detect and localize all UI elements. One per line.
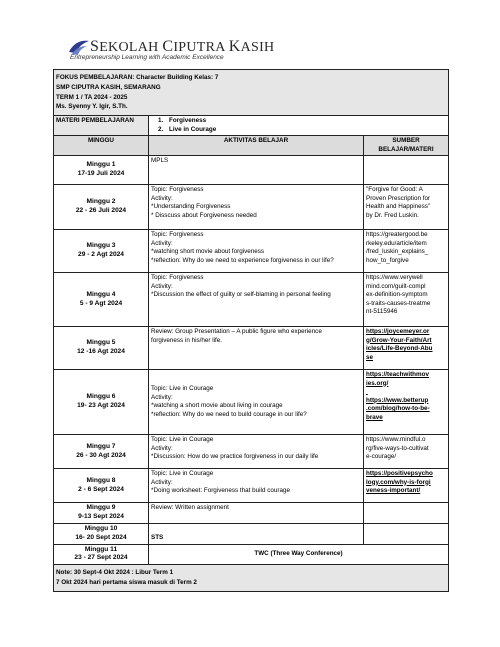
week-label: Minggu 2	[86, 198, 116, 206]
source-link-line[interactable]: e-courage/	[366, 453, 397, 460]
source-link-line[interactable]: rkeley.edu/article/item	[366, 239, 427, 247]
activity-line: Activity:	[151, 239, 173, 247]
week-row	[54, 185, 449, 230]
source-cell[interactable]	[364, 327, 449, 370]
week-cell	[54, 327, 149, 370]
activity-line: *Doing worksheet: Forgiveness that build courage	[151, 487, 290, 494]
week-date: 23 - 27 Sept 2024	[74, 554, 128, 562]
activity-cell	[149, 435, 364, 469]
source-link-line[interactable]: "Forgive for Good: A	[366, 186, 423, 193]
week-row	[54, 273, 449, 327]
week-row	[54, 327, 449, 370]
materi-label: MATERI PEMBELAJARAN	[54, 116, 149, 136]
activity-line: Activity:	[151, 444, 173, 452]
week-row	[54, 469, 449, 503]
note-line: 7 Okt 2024 hari pertama siswa masuk di Term 2	[56, 579, 197, 587]
activity-line: Activity:	[151, 282, 173, 290]
week-row	[54, 503, 449, 524]
activity-line: forgiveness in his/her life.	[151, 336, 223, 344]
activity-cell	[149, 185, 364, 230]
source-link-line[interactable]: by Dr. Fred Luskin.	[366, 211, 419, 219]
focus-line: FOKUS PEMBELAJARAN: Character Building Kelas: 7	[56, 74, 219, 81]
activity-line: *reflection: Why do we need to experience forgiveness in our life?	[151, 256, 334, 264]
week-date: 29 - 2 Agt 2024	[78, 251, 124, 258]
source-cell[interactable]	[364, 230, 449, 273]
week-label: Minggu 1	[86, 161, 116, 169]
activity-cell	[149, 230, 364, 273]
activity-line: Topic: Live in Courage	[151, 385, 214, 392]
week-date: 16- 20 Sept 2024	[75, 533, 127, 541]
activity-line: *Discussion the effect of guilty or self-blaming in personal feeling	[151, 291, 331, 298]
source-link-line[interactable]: nt-5115946	[366, 308, 398, 315]
school-logo	[68, 38, 275, 64]
activity-cell	[149, 544, 449, 565]
activity-line: Topic: Forgiveness	[151, 186, 204, 193]
week-label: Minggu 9	[86, 504, 116, 511]
source-link-line[interactable]: ex-definition-symptom	[366, 291, 428, 298]
week-cell	[54, 523, 149, 544]
week-row	[54, 230, 449, 273]
week-date: 22 - 26 Juli 2024	[75, 207, 127, 214]
activity-cell	[149, 523, 364, 544]
col-sumber: SUMBER BELAJAR/MATERI	[364, 136, 449, 156]
header-info-row	[54, 70, 449, 116]
source-cell[interactable]	[364, 435, 449, 469]
week-row	[54, 544, 449, 565]
source-link-line[interactable]: icles/Life-Beyond-Abu	[366, 345, 433, 352]
activity-cell	[149, 156, 364, 185]
source-link-line[interactable]: /fred_luskin_explains_	[366, 248, 429, 255]
source-link-line[interactable]	[366, 388, 446, 397]
activity-line: *watching a short movie about living in courage	[151, 402, 283, 409]
activity-line: *watching short movie about forgiveness	[151, 248, 265, 255]
week-label: Minggu 11	[84, 545, 118, 553]
activity-line: Topic: Live in Courage	[151, 436, 214, 443]
source-link-line[interactable]: g/Grow-Your-Faith/Art	[366, 336, 432, 344]
materi-list	[151, 117, 446, 134]
col-aktivitas: AKTIVITAS BELAJAR	[149, 136, 364, 156]
materi-item: 1. Forgiveness	[165, 117, 446, 126]
week-label: Minggu 10	[84, 524, 118, 532]
week-label: Minggu 7	[86, 442, 116, 450]
source-link-line[interactable]: brave	[366, 413, 383, 421]
activity-line: Topic: Forgiveness	[151, 231, 204, 238]
col-minggu: MINGGU	[54, 136, 149, 156]
week-date: 17-19 Juli 2024	[77, 170, 125, 177]
week-cell	[54, 435, 149, 469]
week-row	[54, 523, 449, 544]
activity-cell	[149, 469, 364, 503]
week-label: Minggu 5	[86, 339, 116, 347]
activity-cell	[149, 503, 364, 524]
activity-line: STS	[151, 534, 164, 542]
week-label: Minggu 3	[86, 242, 116, 250]
week-date: 9-13 Sept 2024	[78, 512, 124, 520]
source-link-line[interactable]: veness-important/	[366, 487, 421, 494]
source-link-line[interactable]: https://greatergood.be	[366, 231, 428, 238]
activity-line: Activity:	[151, 478, 173, 486]
source-link-line[interactable]: Proven Prescription for	[366, 194, 431, 202]
activity-line: Review: Written assignment	[151, 504, 229, 511]
activity-line: Activity:	[151, 393, 173, 401]
source-cell[interactable]	[364, 185, 449, 230]
source-link-line[interactable]: s-traits-causes-treatme	[366, 299, 431, 307]
source-link-line[interactable]: how_to_forgive	[366, 256, 409, 264]
activity-line: Activity:	[151, 194, 173, 202]
activity-cell	[149, 327, 364, 370]
source-link-line[interactable]: rg/five-ways-to-cultivat	[366, 444, 429, 452]
week-label: Minggu 4	[86, 290, 116, 298]
source-cell[interactable]	[364, 370, 449, 435]
note-row	[54, 565, 449, 592]
week-date: 2 - 6 Sept 2024	[78, 485, 124, 493]
materi-row	[54, 116, 449, 136]
source-link-line[interactable]: Health and Happiness"	[366, 203, 431, 210]
week-label: Minggu 6	[86, 393, 116, 401]
source-cell[interactable]	[364, 273, 449, 327]
materi-item: 2. Live in Courage	[165, 126, 446, 135]
week-cell	[54, 370, 149, 435]
source-link-line[interactable]: https://www.mindful.o	[366, 436, 426, 443]
source-link-line[interactable]: .com/blog/how-to-be-	[366, 405, 430, 412]
source-cell	[364, 523, 449, 544]
week-date: 12 -16 Agt 2024	[77, 348, 125, 355]
week-cell	[54, 230, 149, 273]
activity-line: *reflection: Why do we need to build courage in our life?	[151, 410, 307, 418]
source-link-line[interactable]: https://positivepsycho	[366, 470, 433, 477]
activity-line: * Disscuss about Forgiveness needed	[151, 211, 257, 219]
week-cell	[54, 185, 149, 230]
source-link-line[interactable]: se	[366, 353, 374, 361]
week-cell	[54, 273, 149, 327]
activity-line: Topic: Live in Courage	[151, 470, 214, 477]
term-line: TERM 1 / TA 2024 - 2025	[56, 93, 128, 101]
note-line: Note: 30 Sept-4 Okt 2024 : Libur Term 1	[56, 569, 174, 577]
activity-line: *Discussion: How do we practice forgiveness in our daily life	[151, 453, 319, 460]
activity-cell	[149, 370, 364, 435]
activity-line: Topic: Forgiveness	[151, 274, 204, 281]
activity-line: Review: Group Presentation – A public figure who experience	[151, 328, 322, 335]
teacher-line: Ms. Syenny Y. Igir, S.Th.	[56, 103, 128, 111]
week-cell	[54, 544, 149, 565]
week-date: 19- 23 Agt 2024	[77, 402, 125, 409]
school-name: SEKOLAH CIPUTRA KASIH	[90, 38, 275, 55]
week-date: 26 - 30 Agt 2024	[76, 451, 126, 459]
activity-line: TWC (Three Way Conference)	[254, 550, 343, 558]
week-date: 5 - 9 Agt 2024	[79, 299, 123, 307]
source-link-line[interactable]: https://teachwithmov	[366, 371, 429, 378]
week-row	[54, 370, 449, 435]
school-tagline: Entrepreneurship Learning with Academic Excellence	[70, 54, 224, 61]
source-cell	[364, 156, 449, 185]
week-row	[54, 435, 449, 469]
source-link-line[interactable]: https://joycemeyer.or	[366, 328, 430, 335]
source-cell[interactable]	[364, 469, 449, 503]
source-link-line[interactable]: ies.org/	[366, 379, 389, 387]
activity-line: MPLS	[151, 157, 169, 164]
source-cell	[364, 503, 449, 524]
week-cell	[54, 503, 149, 524]
school-line: SMP CIPUTRA KASIH, SEMARANG	[56, 83, 161, 91]
source-link-line[interactable]: logy.com/why-is-forgi	[366, 478, 431, 486]
syllabus-table	[53, 69, 449, 592]
week-label: Minggu 8	[86, 476, 116, 484]
activity-line: *Understanding Forgiveness	[151, 203, 231, 210]
source-link-line[interactable]: https://www.betterup	[366, 396, 429, 404]
week-cell	[54, 156, 149, 185]
activity-cell	[149, 273, 364, 327]
week-row	[54, 156, 449, 185]
column-header-row	[54, 136, 449, 156]
week-cell	[54, 469, 149, 503]
source-link-line[interactable]: https://www.verywell	[366, 274, 423, 281]
source-link-line[interactable]: mind.com/guilt-compl	[366, 282, 426, 290]
